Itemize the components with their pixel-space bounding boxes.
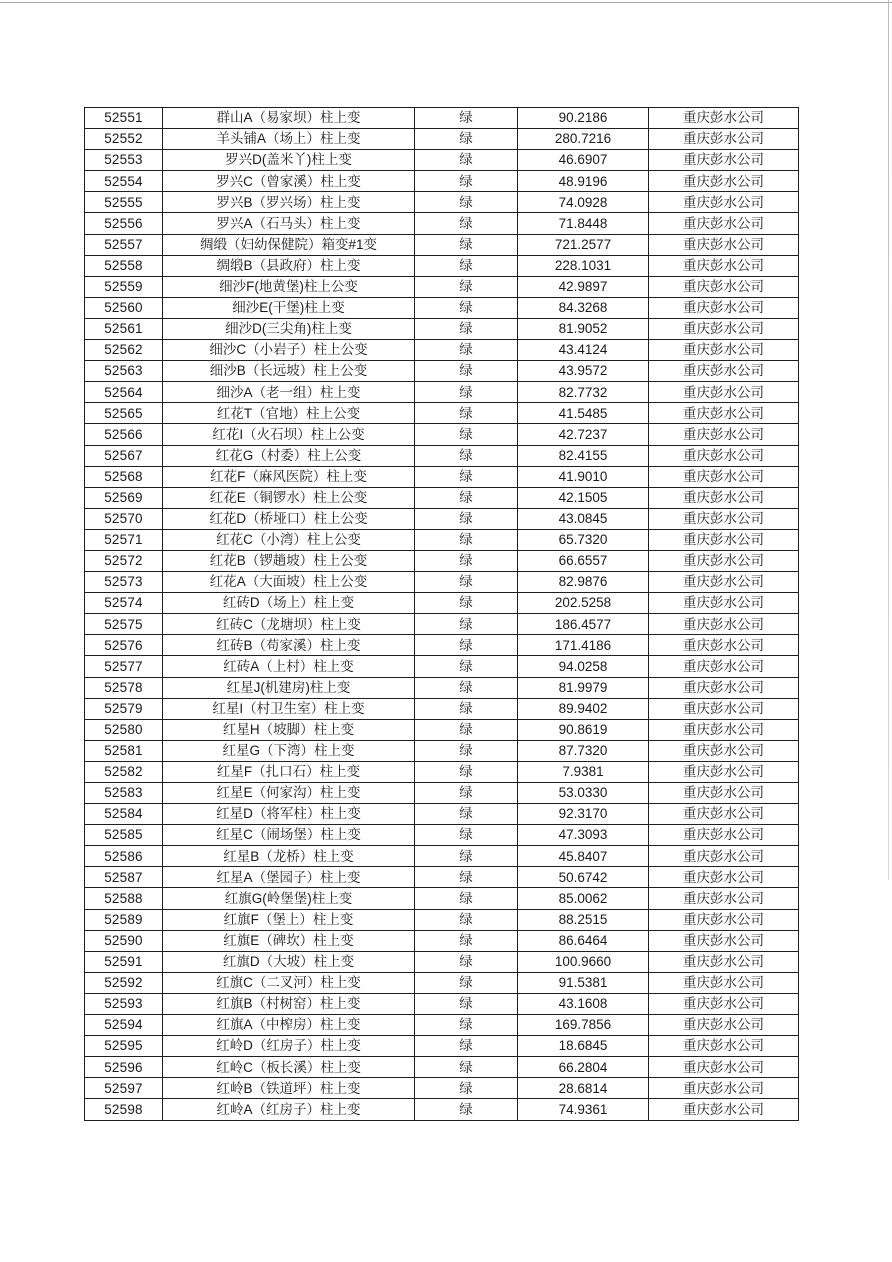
company-cell: 重庆彭水公司 [649,719,799,740]
status-cell: 绿 [415,276,518,297]
company-cell: 重庆彭水公司 [649,930,799,951]
row-id-cell: 52595 [85,1036,163,1057]
status-cell: 绿 [415,445,518,466]
company-cell: 重庆彭水公司 [649,888,799,909]
row-id-cell: 52564 [85,382,163,403]
station-name-cell: 红花C（小湾）柱上公变 [163,529,415,550]
table-row [85,213,799,234]
table-row [85,403,799,424]
status-cell: 绿 [415,719,518,740]
status-cell: 绿 [415,846,518,867]
station-name-cell: 红旗D（大坡）柱上变 [163,951,415,972]
row-id-cell: 52586 [85,846,163,867]
table-row [85,783,799,804]
table-row [85,508,799,529]
table-row [85,297,799,318]
page-top-edge-line [0,2,892,3]
table-row [85,740,799,761]
row-id-cell: 52563 [85,361,163,382]
table-row [85,255,799,276]
value-cell: 43.1608 [518,993,649,1014]
row-id-cell: 52585 [85,825,163,846]
row-id-cell: 52584 [85,804,163,825]
station-name-cell: 细沙E(干堡)柱上变 [163,297,415,318]
page-right-edge-line [888,0,889,880]
station-name-cell: 红砖C（龙塘坝）柱上变 [163,614,415,635]
row-id-cell: 52555 [85,192,163,213]
row-id-cell: 52578 [85,677,163,698]
company-cell: 重庆彭水公司 [649,740,799,761]
value-cell: 171.4186 [518,635,649,656]
status-cell: 绿 [415,804,518,825]
row-id-cell: 52570 [85,508,163,529]
row-id-cell: 52565 [85,403,163,424]
row-id-cell: 52556 [85,213,163,234]
status-cell: 绿 [415,150,518,171]
value-cell: 100.9660 [518,951,649,972]
table-row [85,108,799,129]
station-name-cell: 红旗F（堡上）柱上变 [163,909,415,930]
station-name-cell: 红星H（坡脚）柱上变 [163,719,415,740]
table-row [85,340,799,361]
value-cell: 43.4124 [518,340,649,361]
station-name-cell: 罗兴C（曾家溪）柱上变 [163,171,415,192]
status-cell: 绿 [415,466,518,487]
value-cell: 53.0330 [518,783,649,804]
station-name-cell: 红旗A（中榨房）柱上变 [163,1015,415,1036]
status-cell: 绿 [415,192,518,213]
table-row [85,909,799,930]
table-row [85,1015,799,1036]
row-id-cell: 52551 [85,108,163,129]
table-row [85,1078,799,1099]
row-id-cell: 52589 [85,909,163,930]
value-cell: 90.8619 [518,719,649,740]
company-cell: 重庆彭水公司 [649,593,799,614]
value-cell: 228.1031 [518,255,649,276]
value-cell: 48.9196 [518,171,649,192]
table-row [85,804,799,825]
station-name-cell: 红花E（铜锣水）柱上公变 [163,487,415,508]
station-name-cell: 红星F（扎口石）柱上变 [163,761,415,782]
table-row [85,867,799,888]
status-cell: 绿 [415,340,518,361]
company-cell: 重庆彭水公司 [649,572,799,593]
table-row [85,550,799,571]
company-cell: 重庆彭水公司 [649,1099,799,1120]
status-cell: 绿 [415,255,518,276]
status-cell: 绿 [415,403,518,424]
table-row [85,888,799,909]
table-row [85,1057,799,1078]
company-cell: 重庆彭水公司 [649,529,799,550]
value-cell: 84.3268 [518,297,649,318]
row-id-cell: 52587 [85,867,163,888]
value-cell: 71.8448 [518,213,649,234]
value-cell: 87.7320 [518,740,649,761]
station-name-cell: 红花F（麻风医院）柱上变 [163,466,415,487]
value-cell: 45.8407 [518,846,649,867]
station-name-cell: 红砖B（苟家溪）柱上变 [163,635,415,656]
row-id-cell: 52583 [85,783,163,804]
station-name-cell: 红星C（闹场堡）柱上变 [163,825,415,846]
company-cell: 重庆彭水公司 [649,550,799,571]
company-cell: 重庆彭水公司 [649,1057,799,1078]
status-cell: 绿 [415,740,518,761]
table-row [85,361,799,382]
value-cell: 41.9010 [518,466,649,487]
value-cell: 18.6845 [518,1036,649,1057]
status-cell: 绿 [415,909,518,930]
company-cell: 重庆彭水公司 [649,635,799,656]
status-cell: 绿 [415,867,518,888]
station-name-cell: 细沙F(地黄堡)柱上公变 [163,276,415,297]
table-row [85,993,799,1014]
station-name-cell: 细沙B（长远坡）柱上公变 [163,361,415,382]
company-cell: 重庆彭水公司 [649,382,799,403]
station-name-cell: 罗兴D(盖米丫)柱上变 [163,150,415,171]
status-cell: 绿 [415,1099,518,1120]
row-id-cell: 52580 [85,719,163,740]
station-name-cell: 红花D（桥垭口）柱上公变 [163,508,415,529]
station-name-cell: 红花I（火石坝）柱上公变 [163,424,415,445]
value-cell: 43.9572 [518,361,649,382]
table-row [85,318,799,339]
company-cell: 重庆彭水公司 [649,867,799,888]
company-cell: 重庆彭水公司 [649,1036,799,1057]
station-name-cell: 红砖D（场上）柱上变 [163,593,415,614]
value-cell: 50.6742 [518,867,649,888]
status-cell: 绿 [415,698,518,719]
row-id-cell: 52562 [85,340,163,361]
row-id-cell: 52554 [85,171,163,192]
status-cell: 绿 [415,614,518,635]
value-cell: 74.0928 [518,192,649,213]
company-cell: 重庆彭水公司 [649,783,799,804]
value-cell: 202.5258 [518,593,649,614]
status-cell: 绿 [415,1015,518,1036]
value-cell: 82.4155 [518,445,649,466]
status-cell: 绿 [415,1036,518,1057]
status-cell: 绿 [415,318,518,339]
value-cell: 66.6557 [518,550,649,571]
row-id-cell: 52588 [85,888,163,909]
company-cell: 重庆彭水公司 [649,213,799,234]
table-row [85,129,799,150]
row-id-cell: 52594 [85,1015,163,1036]
row-id-cell: 52568 [85,466,163,487]
status-cell: 绿 [415,171,518,192]
row-id-cell: 52573 [85,572,163,593]
station-name-cell: 红星G（下湾）柱上变 [163,740,415,761]
station-name-cell: 红旗G(岭堡堡)柱上变 [163,888,415,909]
status-cell: 绿 [415,108,518,129]
row-id-cell: 52571 [85,529,163,550]
row-id-cell: 52597 [85,1078,163,1099]
status-cell: 绿 [415,361,518,382]
value-cell: 280.7216 [518,129,649,150]
status-cell: 绿 [415,677,518,698]
company-cell: 重庆彭水公司 [649,361,799,382]
row-id-cell: 52576 [85,635,163,656]
station-name-cell: 红岭C（板长溪）柱上变 [163,1057,415,1078]
status-cell: 绿 [415,635,518,656]
company-cell: 重庆彭水公司 [649,487,799,508]
status-cell: 绿 [415,424,518,445]
table-row [85,382,799,403]
row-id-cell: 52581 [85,740,163,761]
company-cell: 重庆彭水公司 [649,656,799,677]
company-cell: 重庆彭水公司 [649,234,799,255]
table-row [85,487,799,508]
transformer-station-table [84,107,799,1121]
table-row [85,1036,799,1057]
company-cell: 重庆彭水公司 [649,825,799,846]
company-cell: 重庆彭水公司 [649,171,799,192]
station-name-cell: 红岭D（红房子）柱上变 [163,1036,415,1057]
company-cell: 重庆彭水公司 [649,1078,799,1099]
row-id-cell: 52557 [85,234,163,255]
table-row [85,698,799,719]
table-row [85,951,799,972]
station-name-cell: 红岭A（红房子）柱上变 [163,1099,415,1120]
table-row [85,466,799,487]
value-cell: 42.7237 [518,424,649,445]
row-id-cell: 52560 [85,297,163,318]
value-cell: 7.9381 [518,761,649,782]
company-cell: 重庆彭水公司 [649,804,799,825]
value-cell: 42.9897 [518,276,649,297]
company-cell: 重庆彭水公司 [649,761,799,782]
station-name-cell: 绸缎B（县政府）柱上变 [163,255,415,276]
company-cell: 重庆彭水公司 [649,318,799,339]
value-cell: 46.6907 [518,150,649,171]
status-cell: 绿 [415,487,518,508]
value-cell: 66.2804 [518,1057,649,1078]
station-name-cell: 红旗E（碑坎）柱上变 [163,930,415,951]
status-cell: 绿 [415,993,518,1014]
table-row [85,761,799,782]
station-name-cell: 红花A（大面坡）柱上公变 [163,572,415,593]
station-name-cell: 群山A（易家坝）柱上变 [163,108,415,129]
table-row [85,593,799,614]
status-cell: 绿 [415,656,518,677]
station-name-cell: 红花T（官地）柱上公变 [163,403,415,424]
table-row [85,150,799,171]
status-cell: 绿 [415,572,518,593]
value-cell: 88.2515 [518,909,649,930]
station-name-cell: 红星D（将军柱）柱上变 [163,804,415,825]
table-row [85,972,799,993]
table-row [85,614,799,635]
status-cell: 绿 [415,888,518,909]
table-row [85,846,799,867]
station-name-cell: 红花G（村委）柱上公变 [163,445,415,466]
company-cell: 重庆彭水公司 [649,846,799,867]
company-cell: 重庆彭水公司 [649,445,799,466]
station-name-cell: 罗兴B（罗兴场）柱上变 [163,192,415,213]
station-name-cell: 红岭B（铁道坪）柱上变 [163,1078,415,1099]
row-id-cell: 52559 [85,276,163,297]
value-cell: 90.2186 [518,108,649,129]
station-name-cell: 细沙D(三尖角)柱上变 [163,318,415,339]
value-cell: 94.0258 [518,656,649,677]
company-cell: 重庆彭水公司 [649,993,799,1014]
company-cell: 重庆彭水公司 [649,150,799,171]
status-cell: 绿 [415,508,518,529]
value-cell: 169.7856 [518,1015,649,1036]
company-cell: 重庆彭水公司 [649,466,799,487]
status-cell: 绿 [415,234,518,255]
value-cell: 28.6814 [518,1078,649,1099]
value-cell: 82.7732 [518,382,649,403]
company-cell: 重庆彭水公司 [649,698,799,719]
value-cell: 186.4577 [518,614,649,635]
status-cell: 绿 [415,593,518,614]
status-cell: 绿 [415,1078,518,1099]
company-cell: 重庆彭水公司 [649,677,799,698]
table-row [85,424,799,445]
row-id-cell: 52591 [85,951,163,972]
table-row [85,529,799,550]
station-name-cell: 红旗C（二叉河）柱上变 [163,972,415,993]
status-cell: 绿 [415,1057,518,1078]
company-cell: 重庆彭水公司 [649,129,799,150]
row-id-cell: 52592 [85,972,163,993]
station-name-cell: 细沙A（老一组）柱上变 [163,382,415,403]
value-cell: 74.9361 [518,1099,649,1120]
status-cell: 绿 [415,930,518,951]
row-id-cell: 52579 [85,698,163,719]
row-id-cell: 52569 [85,487,163,508]
station-name-cell: 红星A（堡园子）柱上变 [163,867,415,888]
row-id-cell: 52596 [85,1057,163,1078]
value-cell: 721.2577 [518,234,649,255]
value-cell: 91.5381 [518,972,649,993]
table-row [85,825,799,846]
company-cell: 重庆彭水公司 [649,614,799,635]
row-id-cell: 52572 [85,550,163,571]
row-id-cell: 52577 [85,656,163,677]
status-cell: 绿 [415,297,518,318]
station-name-cell: 红花B（锣趟坡）柱上公变 [163,550,415,571]
table-row [85,572,799,593]
row-id-cell: 52553 [85,150,163,171]
station-name-cell: 羊头铺A（场上）柱上变 [163,129,415,150]
station-name-cell: 红星J(机建房)柱上变 [163,677,415,698]
status-cell: 绿 [415,825,518,846]
company-cell: 重庆彭水公司 [649,951,799,972]
value-cell: 41.5485 [518,403,649,424]
table-row [85,276,799,297]
table-row [85,171,799,192]
status-cell: 绿 [415,783,518,804]
value-cell: 82.9876 [518,572,649,593]
company-cell: 重庆彭水公司 [649,192,799,213]
company-cell: 重庆彭水公司 [649,972,799,993]
company-cell: 重庆彭水公司 [649,340,799,361]
row-id-cell: 52593 [85,993,163,1014]
station-name-cell: 红星E（何家沟）柱上变 [163,783,415,804]
value-cell: 47.3093 [518,825,649,846]
status-cell: 绿 [415,972,518,993]
value-cell: 42.1505 [518,487,649,508]
status-cell: 绿 [415,529,518,550]
company-cell: 重庆彭水公司 [649,297,799,318]
table-row [85,192,799,213]
station-name-cell: 罗兴A（石马头）柱上变 [163,213,415,234]
row-id-cell: 52575 [85,614,163,635]
table-row [85,234,799,255]
row-id-cell: 52574 [85,593,163,614]
station-name-cell: 红星I（村卫生室）柱上变 [163,698,415,719]
company-cell: 重庆彭水公司 [649,424,799,445]
table-row [85,635,799,656]
row-id-cell: 52567 [85,445,163,466]
value-cell: 43.0845 [518,508,649,529]
company-cell: 重庆彭水公司 [649,255,799,276]
station-name-cell: 红星B（龙桥）柱上变 [163,846,415,867]
company-cell: 重庆彭水公司 [649,108,799,129]
table-body [85,108,799,1121]
value-cell: 65.7320 [518,529,649,550]
status-cell: 绿 [415,129,518,150]
value-cell: 81.9979 [518,677,649,698]
value-cell: 85.0062 [518,888,649,909]
status-cell: 绿 [415,382,518,403]
company-cell: 重庆彭水公司 [649,508,799,529]
row-id-cell: 52598 [85,1099,163,1120]
station-name-cell: 红砖A（上村）柱上变 [163,656,415,677]
row-id-cell: 52552 [85,129,163,150]
value-cell: 81.9052 [518,318,649,339]
status-cell: 绿 [415,550,518,571]
table-row [85,445,799,466]
value-cell: 92.3170 [518,804,649,825]
company-cell: 重庆彭水公司 [649,909,799,930]
status-cell: 绿 [415,213,518,234]
status-cell: 绿 [415,761,518,782]
table-row [85,656,799,677]
table-row [85,1099,799,1120]
value-cell: 86.6464 [518,930,649,951]
company-cell: 重庆彭水公司 [649,1015,799,1036]
row-id-cell: 52566 [85,424,163,445]
row-id-cell: 52590 [85,930,163,951]
station-name-cell: 绸缎（妇幼保健院）箱变#1变 [163,234,415,255]
value-cell: 89.9402 [518,698,649,719]
company-cell: 重庆彭水公司 [649,403,799,424]
company-cell: 重庆彭水公司 [649,276,799,297]
station-name-cell: 细沙C（小岩子）柱上公变 [163,340,415,361]
row-id-cell: 52558 [85,255,163,276]
station-name-cell: 红旗B（村树窑）柱上变 [163,993,415,1014]
row-id-cell: 52561 [85,318,163,339]
table-row [85,719,799,740]
table-row [85,930,799,951]
status-cell: 绿 [415,951,518,972]
row-id-cell: 52582 [85,761,163,782]
table-row [85,677,799,698]
